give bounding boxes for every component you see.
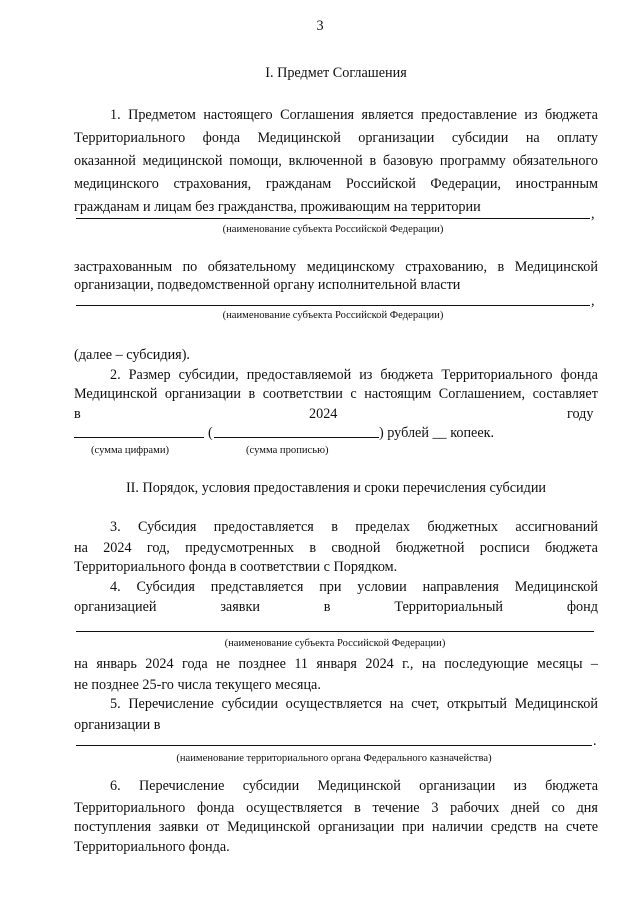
word: январь: [96, 656, 137, 672]
word: страхования,: [173, 176, 252, 192]
word: оказанной: [74, 153, 136, 169]
p1-close: (далее – субсидия).: [74, 347, 190, 363]
word: месяцы: [536, 656, 583, 672]
p6-line-3: [74, 818, 598, 836]
word: 11: [294, 656, 308, 672]
caption-sum-words: (сумма прописью): [246, 445, 329, 456]
word: фонда: [202, 130, 241, 146]
word: из: [524, 107, 538, 123]
word: из: [513, 778, 527, 794]
word: организации: [419, 778, 496, 794]
p3-line-2: [74, 539, 598, 557]
word: в: [497, 259, 505, 275]
word: оплату: [557, 130, 598, 146]
word: сводной: [331, 540, 381, 556]
word: Размер: [128, 367, 171, 383]
section-2-heading: II. Порядок, условия предоставления и сроки перечисления субсидии: [125, 480, 547, 496]
word: 2.: [110, 367, 121, 383]
word: Медицинской: [514, 579, 598, 595]
p2-year: 2024: [309, 406, 338, 422]
word: Медицинской: [514, 259, 598, 275]
p3-line-1: [110, 518, 598, 536]
word: застрахованным: [74, 259, 173, 275]
word: бюджета: [380, 367, 434, 383]
word: Территориального: [74, 130, 186, 146]
word: настоящим: [364, 386, 432, 402]
word: медицинской: [142, 153, 223, 169]
word: гражданам: [265, 176, 332, 192]
word: бюджета: [545, 107, 598, 123]
word: Медицинской: [257, 130, 341, 146]
word: Предметом: [128, 107, 196, 123]
word: фонда: [196, 800, 235, 816]
p4-line-2: [74, 598, 598, 616]
word: бюджетной: [395, 540, 465, 556]
p2-line-2: [74, 385, 598, 403]
word: предусмотренных: [185, 540, 294, 556]
word: росписи: [479, 540, 530, 556]
section-1-heading: I. Предмет Соглашения: [265, 65, 407, 81]
caption-treasury: (наименование территориального органа Федерального казначейства): [176, 753, 492, 764]
word: счете: [566, 819, 598, 835]
word: Соглашения: [280, 107, 355, 123]
word: составляет: [532, 386, 598, 402]
word: включенной: [288, 153, 363, 169]
word: 3: [431, 800, 439, 816]
word: бюджета: [545, 778, 598, 794]
word: Перечисление: [138, 778, 225, 794]
word: бюджетных: [427, 519, 499, 535]
word: на: [74, 656, 88, 672]
p5-line-1: [110, 695, 598, 713]
word: заявки: [158, 819, 199, 835]
word: организации: [358, 130, 435, 146]
word: представляется: [210, 579, 304, 595]
treasury-blank-line: [76, 745, 592, 746]
word: бюджета: [545, 540, 598, 556]
page-number: 3: [316, 18, 324, 34]
word: на: [421, 656, 436, 672]
p2-god: году: [567, 406, 594, 422]
caption-subject-2: (наименование субъекта Российской Федерации): [222, 310, 444, 321]
p1-line-5: гражданам и лицам без гражданства, проживающим на территории: [74, 199, 481, 215]
p6-line-2: [74, 799, 598, 817]
word: 2024: [103, 540, 132, 556]
word: пределах: [355, 519, 411, 535]
subject-blank-line-3: [76, 631, 594, 632]
p2-paren-open: (: [208, 425, 213, 441]
p4b-line-2: не позднее 25-го числа текущего месяца.: [74, 677, 321, 693]
word: медицинского: [74, 176, 159, 192]
word: в: [369, 153, 377, 169]
word: течение: [372, 800, 420, 816]
word: год,: [146, 540, 170, 556]
word: является: [361, 107, 414, 123]
word: января: [316, 656, 357, 672]
word: 2024: [145, 656, 174, 672]
word: наличии: [432, 819, 484, 835]
word: Медицинской: [227, 819, 311, 835]
word: Перечисление: [128, 696, 214, 712]
word: базовую: [382, 153, 434, 169]
word: дней: [511, 800, 540, 816]
p1-line-4: [74, 175, 598, 193]
word: не: [216, 656, 231, 672]
p3-line-3: Территориального фонда в соответствии с Порядком.: [74, 559, 398, 575]
word: дня: [576, 800, 598, 816]
word: –: [590, 656, 598, 672]
word: поступления: [74, 819, 152, 835]
word: позднее: [238, 656, 286, 672]
word: в: [331, 519, 338, 535]
word: Соглашением,: [438, 386, 526, 402]
p1-line-1: [110, 106, 598, 124]
word: Субсидия: [137, 519, 197, 535]
word: осуществляется: [285, 696, 382, 712]
word: обязательному: [207, 259, 297, 275]
p2-rubles: ) рублей __ копеек.: [379, 425, 495, 441]
caption-subject-3: (наименование субъекта Российской Федерации): [224, 638, 446, 649]
word: программу: [439, 153, 506, 169]
word: при: [402, 819, 425, 835]
word: субсидии: [221, 696, 278, 712]
subject-blank-line-2: [76, 305, 590, 306]
word: при: [319, 579, 342, 595]
p1-end-comma: ,: [591, 206, 595, 222]
word: предоставление: [421, 107, 517, 123]
word: счет,: [411, 696, 440, 712]
word: со: [551, 800, 565, 816]
word: соответствии: [262, 386, 343, 402]
word: в: [309, 540, 317, 556]
caption-subject-1: (наименование субъекта Российской Федерации): [222, 224, 444, 235]
word: с: [350, 386, 357, 402]
p6-line-1: [110, 777, 598, 795]
word: в: [354, 800, 361, 816]
p1b-end-comma: ,: [591, 293, 595, 309]
word: фонд: [566, 599, 598, 615]
sum-words-blank: [214, 437, 379, 438]
word: на: [544, 819, 559, 835]
word: от: [206, 819, 220, 835]
p1-line-3: [74, 152, 598, 170]
word: направления: [422, 579, 499, 595]
word: в: [248, 386, 256, 402]
p1b-line-1: [74, 258, 598, 276]
word: Федерации,: [430, 176, 501, 192]
word: года: [182, 656, 208, 672]
word: организации: [318, 819, 395, 835]
word: открытый: [447, 696, 507, 712]
word: на: [389, 696, 404, 712]
word: на: [74, 540, 88, 556]
word: 4.: [110, 579, 121, 595]
p5-end-dot: .: [593, 733, 597, 749]
p1-line-2: [74, 129, 598, 147]
word: предоставляемой: [246, 367, 352, 383]
word: организации: [164, 386, 241, 402]
word: 5.: [110, 696, 121, 712]
p4-line-1: [110, 578, 598, 596]
word: Территориального: [441, 367, 553, 383]
word: фонда: [560, 367, 598, 383]
word: организацией: [74, 599, 157, 615]
word: предоставляется: [213, 519, 314, 535]
word: Медицинской: [317, 778, 401, 794]
word: условии: [357, 579, 407, 595]
word: Медицинской: [74, 386, 158, 402]
word: Территориального: [74, 800, 186, 816]
word: г.,: [402, 656, 414, 672]
word: на: [525, 130, 540, 146]
word: настоящего: [203, 107, 273, 123]
subject-blank-line-1: [76, 218, 590, 219]
word: рабочих: [450, 800, 500, 816]
p1b-line-2: организации, подведомственной органу исполнительной власти: [74, 277, 461, 293]
word: 2024: [365, 656, 394, 672]
word: Территориальный: [394, 599, 504, 615]
word: ассигнований: [515, 519, 598, 535]
word: 1.: [110, 107, 121, 123]
word: в: [323, 599, 331, 615]
word: заявки: [220, 599, 260, 615]
word: обязательного: [512, 153, 598, 169]
caption-sum-digits: (сумма цифрами): [91, 445, 170, 456]
word: субсидии: [242, 778, 300, 794]
word: Российской: [345, 176, 416, 192]
sum-digits-blank: [74, 437, 204, 438]
word: субсидии: [451, 130, 509, 146]
p6-line-4: Территориального фонда.: [74, 839, 230, 855]
word: Субсидия: [136, 579, 195, 595]
p4b-line-1: [74, 655, 598, 673]
word: помощи,: [229, 153, 282, 169]
word: из: [359, 367, 373, 383]
word: 3.: [110, 519, 121, 535]
p2-in: в: [74, 406, 81, 422]
word: по: [182, 259, 198, 275]
word: субсидии,: [178, 367, 239, 383]
p2-line-1: [110, 366, 598, 384]
word: медицинскому: [306, 259, 395, 275]
word: осуществляется: [246, 800, 343, 816]
word: страхованию,: [405, 259, 488, 275]
word: Медицинской: [514, 696, 598, 712]
word: 6.: [110, 778, 121, 794]
word: средств: [490, 819, 537, 835]
word: последующие: [444, 656, 529, 672]
p5-line-2: организации в: [74, 717, 161, 733]
word: иностранным: [515, 176, 598, 192]
